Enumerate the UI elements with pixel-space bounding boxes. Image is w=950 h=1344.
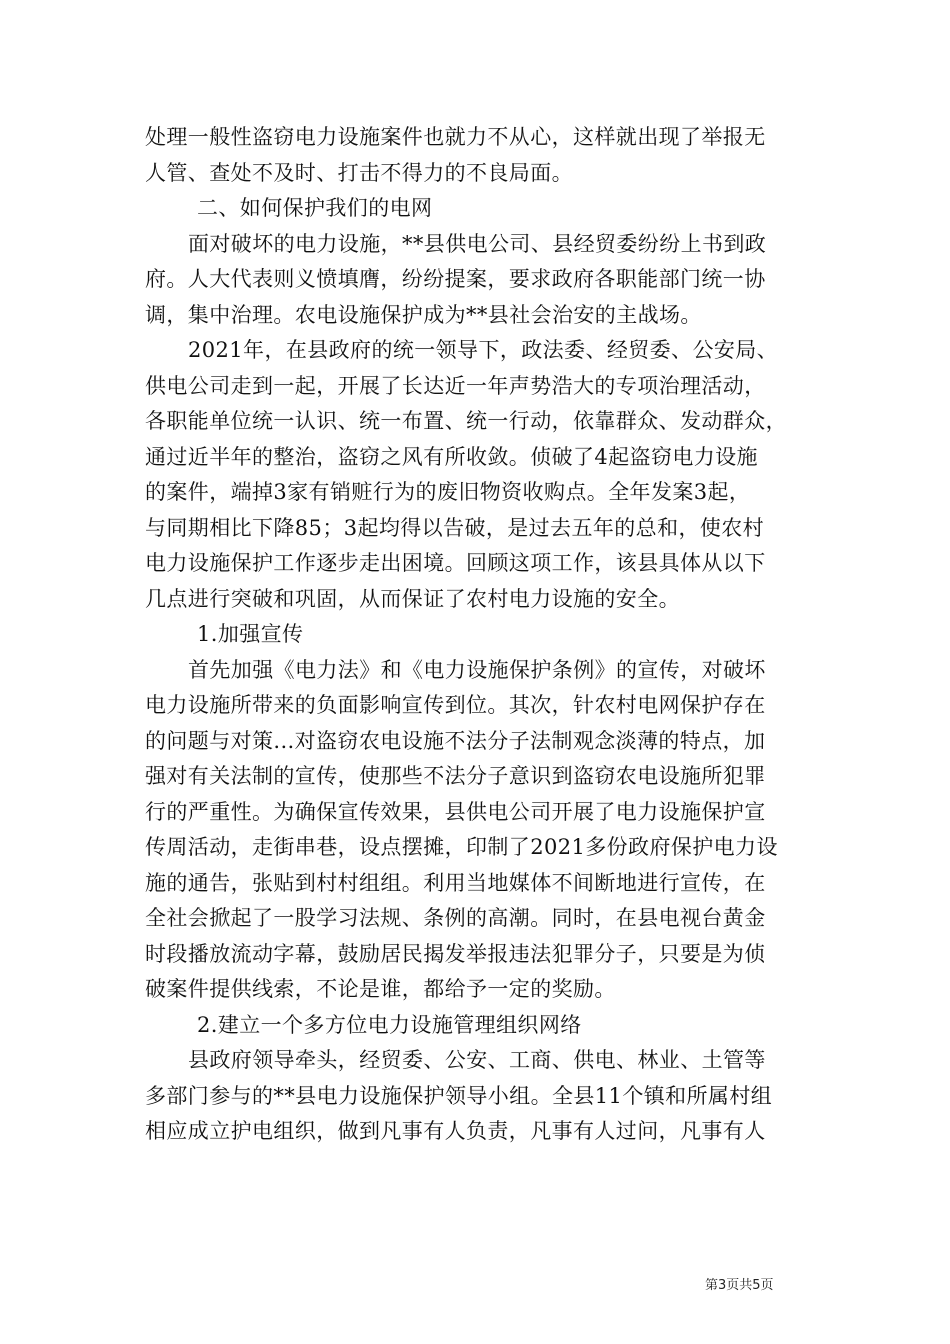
subsection-heading: 1.加强宣传 (197, 622, 304, 646)
page-number-footer: 第3页共5页 (705, 1278, 774, 1293)
body-line: 时段播放流动字幕，鼓励居民揭发举报违法犯罪分子，只要是为侦 (145, 941, 766, 966)
body-line: 的问题与对策...对盗窃农电设施不法分子法制观念淡薄的特点，加 (145, 728, 766, 753)
body-line: 供电公司走到一起，开展了长达近一年声势浩大的专项治理活动， (145, 373, 766, 398)
body-line: 人管、查处不及时、打击不得力的不良局面。 (145, 160, 573, 185)
body-line: 多部门参与的**县电力设施保护领导小组。全县11个镇和所属村组 (145, 1083, 773, 1108)
body-line: 几点进行突破和巩固，从而保证了农村电力设施的安全。 (145, 586, 680, 611)
body-line: 强对有关法制的宣传，使那些不法分子意识到盗窃农电设施所犯罪 (145, 764, 766, 788)
body-line: 相应成立护电组织，做到凡事有人负责，凡事有人过问，凡事有人 (145, 1119, 766, 1143)
body-line: 行的严重性。为确保宣传效果，县供电公司开展了电力设施保护宣 (145, 799, 766, 824)
body-line: 的案件，端掉3家有销赃行为的废旧物资收购点。全年发案3起， (145, 480, 751, 504)
section-heading: 二、如何保护我们的电网 (197, 196, 433, 220)
body-line: 处理一般性盗窃电力设施案件也就力不从心，这样就出现了举报无 (145, 125, 766, 149)
body-line: 县政府领导牵头，经贸委、公安、工商、供电、林业、土管等 (188, 1048, 766, 1072)
body-line: 面对破坏的电力设施，**县供电公司、县经贸委纷纷上书到政 (188, 231, 767, 256)
body-line: 与同期相比下降85；3起均得以告破，是过去五年的总和，使农村 (145, 515, 765, 540)
body-line: 施的通告，张贴到村村组组。利用当地媒体不间断地进行宣传，在 (145, 870, 766, 895)
body-line: 全社会掀起了一股学习法规、条例的高潮。同时，在县电视台黄金 (145, 906, 766, 930)
body-line: 2021年，在县政府的统一领导下，政法委、经贸委、公安局、 (188, 338, 779, 362)
body-line: 电力设施保护工作逐步走出困境。回顾这项工作，该县具体从以下 (145, 551, 766, 575)
body-line: 破案件提供线索，不论是谁，都给予一定的奖励。 (145, 977, 616, 1001)
body-line: 首先加强《电力法》和《电力设施保护条例》的宣传，对破坏 (188, 657, 766, 682)
body-line: 电力设施所带来的负面影响宣传到位。其次，针农村电网保护存在 (145, 693, 766, 717)
body-line: 府。人大代表则义愤填膺，纷纷提案，要求政府各职能部门统一协 (145, 267, 766, 291)
body-line: 通过近半年的整治，盗窃之风有所收敛。侦破了4起盗窃电力设施 (145, 444, 758, 469)
subsection-heading: 2.建立一个多方位电力设施管理组织网络 (197, 1012, 582, 1037)
body-line: 调，集中治理。农电设施保护成为**县社会治安的主战场。 (145, 302, 702, 327)
document-body (145, 120, 815, 1150)
body-line: 传周活动，走街串巷，设点摆摊，印制了2021多份政府保护电力设 (145, 835, 778, 859)
body-line: 各职能单位统一认识、统一布置、统一行动，依靠群众、发动群众， (145, 409, 787, 433)
